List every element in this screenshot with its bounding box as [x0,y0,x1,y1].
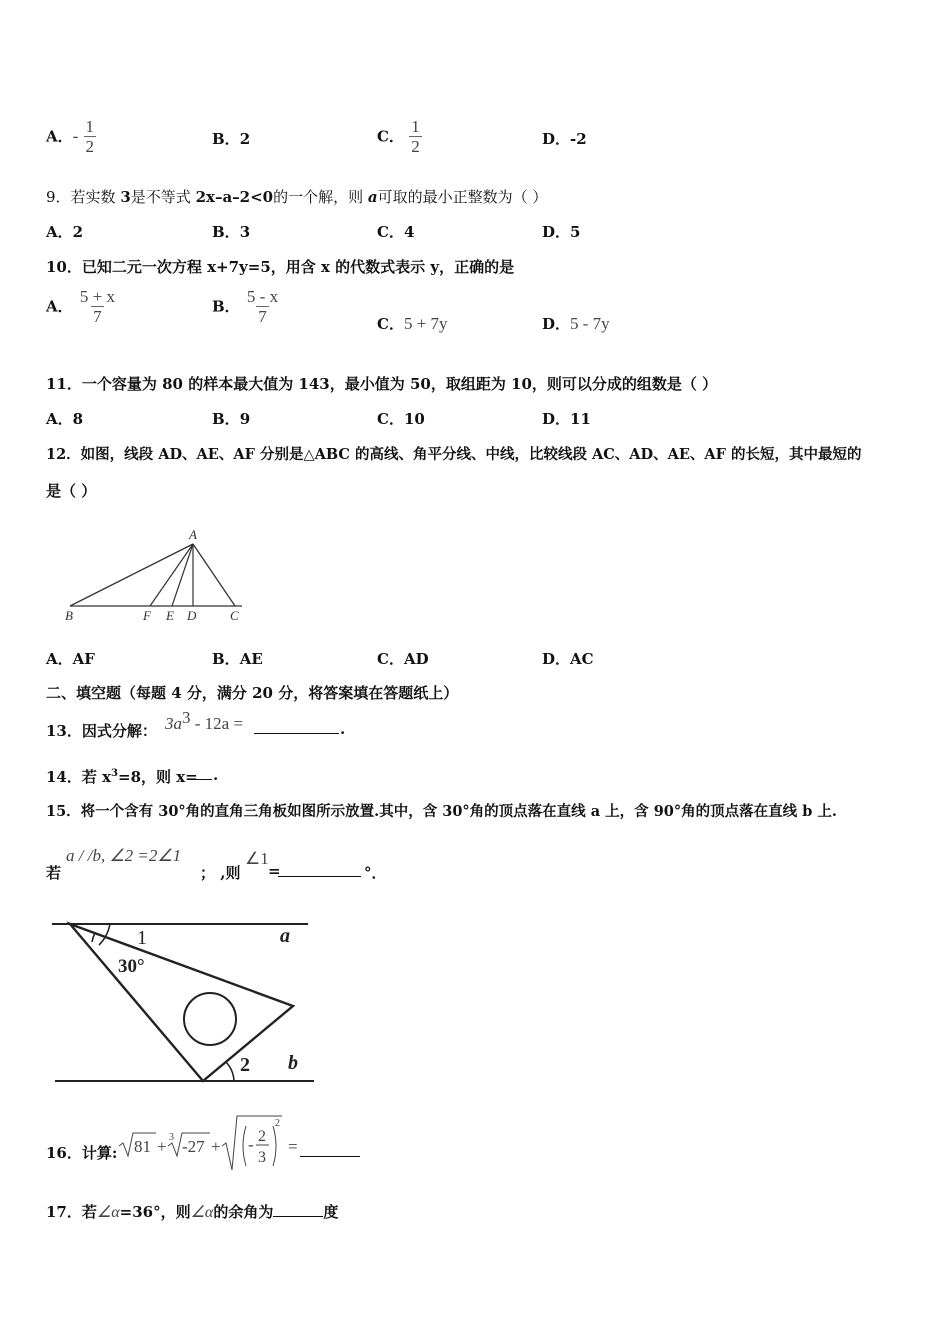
right-paren [273,1126,276,1166]
q13-answer-blank[interactable] [254,733,339,734]
q12-stem-line1: 12．如图，线段 AD、AE、AF 分别是△ABC 的高线、角平分线、中线，比较线段 AC、AD、AE、AF 的长短，其中最短的 [46,446,862,463]
q15-stem: 15．将一个含有 30°角的直角三角板如图所示放置.其中，含 30°角的顶点落在直线 a 上，含 90°角的顶点落在直线 b 上. [46,803,837,820]
q8-option-a-fraction: $\frac{1}{2}$ [85,117,95,156]
q13-label: 13．因式分解： [46,722,157,740]
q15-answer-blank[interactable] [278,876,361,877]
q14-stem: 14．若 $x^3=8$，则 x= [46,768,198,786]
q16-label: 16．计算: [46,1144,118,1162]
q10-option-a-fraction: $\frac{5 + x}{7}$ [79,287,115,326]
q12-option-c: C．AD [377,650,429,668]
q15-ruo: 若 [46,864,62,882]
q13-period: . [340,720,346,738]
q14-period: . [213,766,219,784]
set-square-triangle [70,924,293,1081]
angle-2-arc [226,1062,234,1081]
cube-root-index: 3 [169,1132,174,1143]
q9-option-c: C．4 [377,223,415,241]
q8-option-a: A．- $\frac{1}{2}$ [46,117,95,156]
q11-option-c: C．10 [377,410,425,428]
q15-angle1: ∠1 [245,849,269,868]
q10-option-b: B． $\frac{5 - x}{7}$ [212,287,279,326]
square-exponent: 2 [275,1118,280,1129]
q11-option-b: B．9 [212,410,251,428]
q12-option-b: B．AE [212,650,263,668]
left-paren [243,1126,246,1166]
q16-expression [116,1112,301,1174]
q8-option-c: C． $\frac{1}{2}$ [377,117,420,156]
q11-option-a: A．8 [46,410,84,428]
label-a: A [189,527,197,542]
fraction-num: 2 [258,1128,266,1145]
label-angle-30: 30° [118,956,145,977]
radicand-81: 81 [134,1137,151,1156]
q12-stem-line2: 是（ ） [46,482,97,500]
plus-2: + [211,1137,221,1156]
q13-expression: $3a^3 - 12a$ = [165,708,244,733]
q12-option-a: A．AF [46,650,95,668]
label-d: D [187,608,197,623]
plus-1: + [157,1137,167,1156]
q9-option-b: B．3 [212,223,251,241]
radicand-neg27: -27 [182,1137,205,1156]
q14-answer-blank[interactable] [187,779,212,780]
fraction-den: 3 [258,1149,266,1166]
q9-option-a: A．2 [46,223,84,241]
q11-stem: 11．一个容量为 80 的样本最大值为 143，最小值为 50，取组距为 10，则可以分成的组数是（ ） [46,375,718,393]
label-f: F [143,608,151,623]
q10-stem: 10．已知二元一次方程 x+7y=5，用含 x 的代数式表示 y，正确的是 [46,258,515,276]
label-line-a: a [280,925,290,947]
minus-sign: - [248,1135,254,1154]
q8-option-b: B．2 [212,130,251,148]
equals-sign: = [288,1137,298,1156]
label-angle-1: 1 [137,927,147,949]
q8-option-d: D．-2 [542,130,587,148]
segment-af [150,544,193,606]
q10-option-b-fraction: $\frac{5 - x}{7}$ [246,287,279,326]
q12-triangle-figure [60,526,250,624]
label-angle-2: 2 [240,1054,250,1076]
label-line-b: b [288,1052,298,1074]
q10-option-d: D．5 - 7y [542,314,610,333]
q9-stem: 9．若实数 3是不等式 2x–a–2<0的一个解，则 a可取的最小正整数为（ ） [46,188,548,206]
segment-ac [193,544,235,606]
q9-option-d: D．5 [542,223,581,241]
q15-triangle-figure [50,914,325,1089]
q12-option-d: D．AC [542,650,594,668]
q16-answer-blank[interactable] [300,1156,360,1157]
q10-option-c: C．5 + 7y [377,314,448,333]
q15-condition: a / /b, ∠2 =2∠1 [66,846,182,865]
section-2-heading: 二、填空题（每题 4 分，满分 20 分，将答案填在答题纸上） [46,684,459,702]
q17-answer-blank[interactable] [273,1202,323,1217]
q8-option-c-fraction: $\frac{1}{2}$ [411,117,420,156]
label-e: E [166,608,174,623]
q15-then: ； ,则 [200,864,241,882]
set-square-hole [184,993,236,1045]
label-b: B [65,608,73,623]
q17-stem: 17．若∠α=36°，则∠α的余角为 度 [46,1203,339,1221]
q10-option-a: A． $\frac{5 + x}{7}$ [46,287,115,326]
angle-30-arc [92,933,95,942]
q15-degree: °． [364,864,387,882]
q15-equals: = [268,862,281,880]
q11-option-d: D．11 [542,410,591,428]
label-c: C [230,608,239,623]
